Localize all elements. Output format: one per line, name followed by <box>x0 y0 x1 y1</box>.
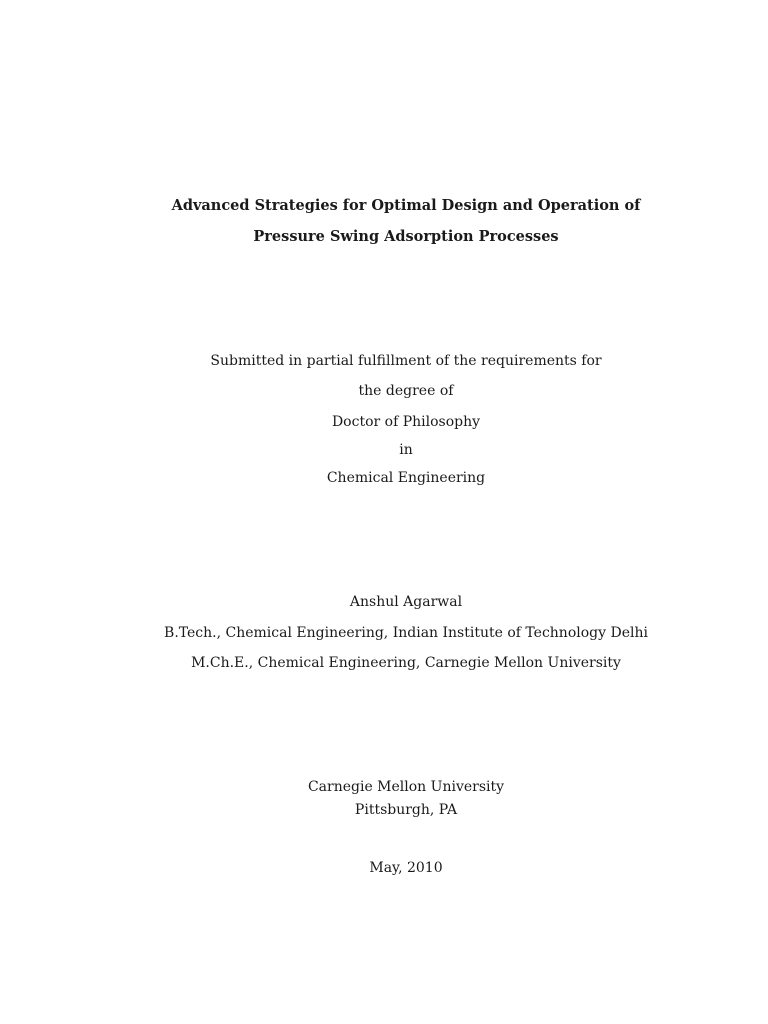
degree-intro: the degree of <box>358 383 454 399</box>
submission-date: May, 2010 <box>369 860 443 876</box>
thesis-title-line-2: Pressure Swing Adsorption Processes <box>253 228 559 245</box>
thesis-title-line-1: Advanced Strategies for Optimal Design and Operation of <box>171 197 641 214</box>
institution-location: Pittsburgh, PA <box>354 802 458 818</box>
institution-name: Carnegie Mellon University <box>307 779 505 795</box>
author-degree-1: B.Tech., Chemical Engineering, Indian Institute of Technology Delhi <box>164 625 648 641</box>
degree-name: Doctor of Philosophy <box>331 414 481 430</box>
degree-in: in <box>399 442 413 458</box>
degree-field: Chemical Engineering <box>326 470 486 486</box>
author-degree-2: M.Ch.E., Chemical Engineering, Carnegie Mellon University <box>191 655 621 671</box>
author-name: Anshul Agarwal <box>349 594 463 610</box>
submission-statement: Submitted in partial fulfillment of the requirements for <box>210 353 602 369</box>
